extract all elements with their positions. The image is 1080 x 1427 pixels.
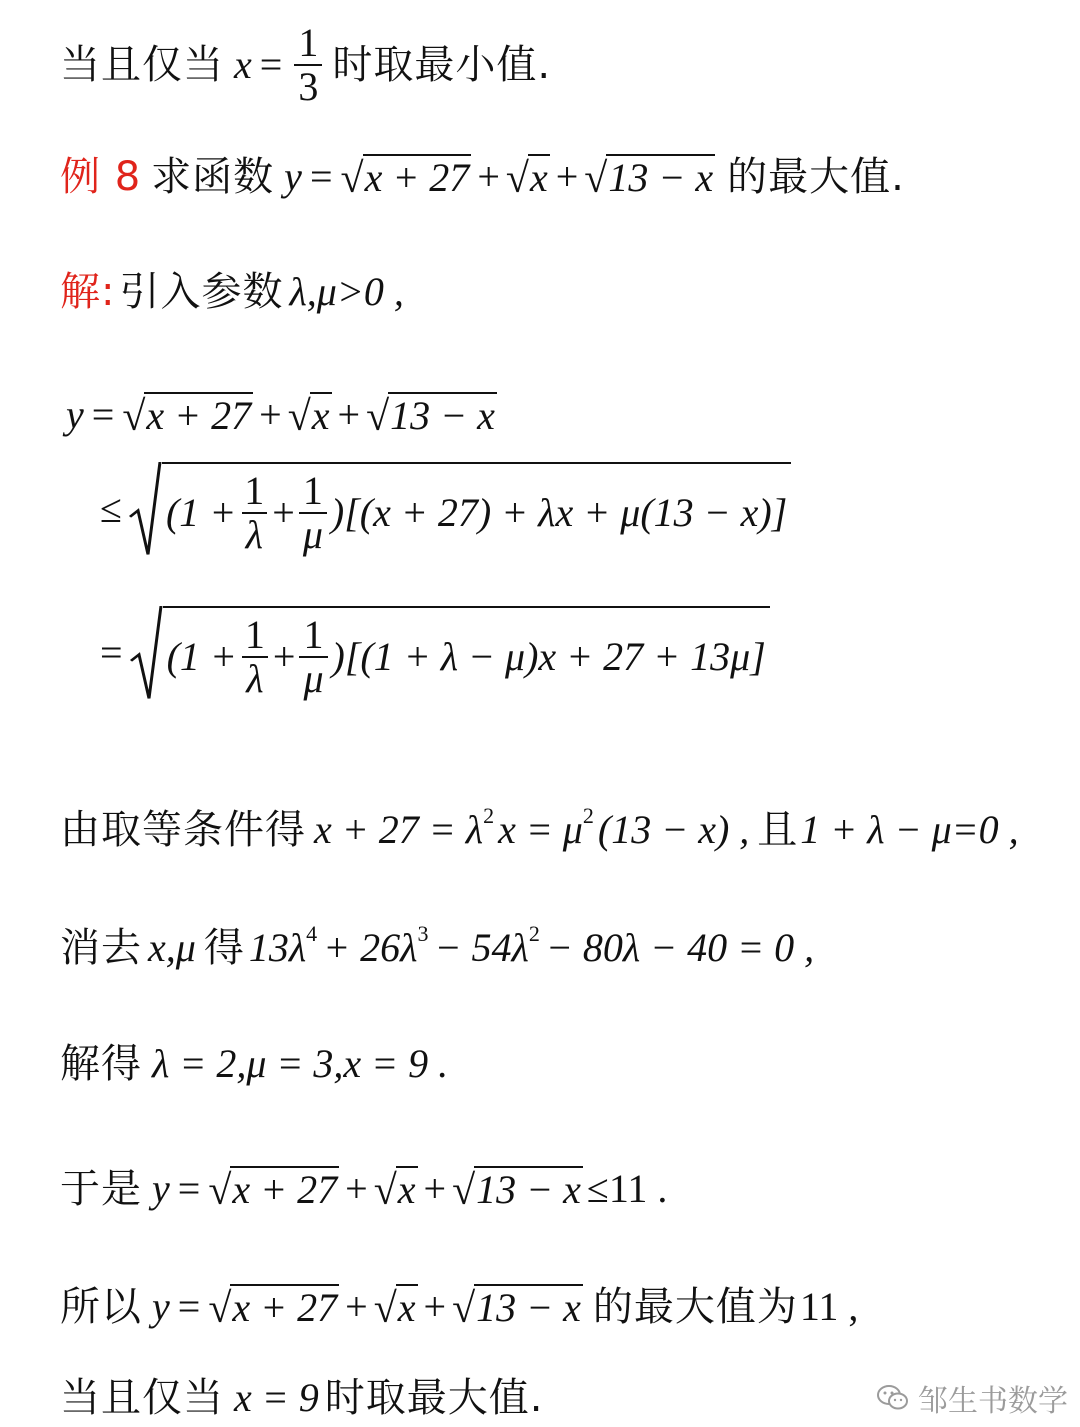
sqrt: √ x + 27	[208, 1167, 338, 1214]
sqrt: √ x	[373, 1285, 416, 1332]
sqrt: √ x + 27	[122, 393, 252, 440]
equality-condition: 由取等条件得 x + 27 = λ $^2$ x = μ $^2$ (13 − x) , 且 1 + λ − μ=0 ,	[60, 803, 1019, 853]
elimination: 消去 x,μ 得 13λ $^4$ + 26λ $^3$ − 54λ $^2$ − 80λ − 40 = 0 ,	[60, 921, 815, 971]
sqrt: √ 13 − x	[452, 1285, 581, 1332]
fraction: $\frac{1}{\lambda}$	[240, 470, 268, 556]
solved-values: 解得 λ = 2,μ = 3,x = 9 .	[60, 1041, 449, 1087]
derivation-line-3: = (1 + $\frac{1}{\lambda}$ + $\frac{1}{\mu}$ )[(1 + λ − μ)x + 27 + 13μ]	[100, 606, 770, 700]
derivation-line-2: ≤ (1 + $\frac{1}{\lambda}$ + $\frac{1}{\mu}$ )[(x + 27) + λx + μ(13 − x)]	[100, 462, 791, 556]
sqrt: √ 13 − x	[366, 393, 495, 440]
text: 当且仅当	[60, 42, 224, 88]
conclusion: 所以 y = √ x + 27 + √ x + √ 13 − x 的最大值为 11 ,	[60, 1284, 859, 1332]
sqrt: √ x	[287, 393, 330, 440]
fraction: $\frac{1}{\mu}$	[299, 614, 327, 700]
sqrt: √ x	[373, 1167, 416, 1214]
sqrt: √ 13 − x	[584, 155, 714, 202]
fraction: $\frac{1}{\mu}$	[299, 470, 327, 556]
big-sqrt: (1 + $\frac{1}{\lambda}$ + $\frac{1}{\mu}$ )[(x + 27) + λx + μ(13 − x)]	[128, 462, 791, 556]
max-condition: 当且仅当 x = 9 时取最大值.	[60, 1375, 544, 1421]
watermark-text: 邹生书数学	[918, 1384, 1068, 1419]
derivation-line-1: y = √ x + 27 + √ x + √ 13 − x	[66, 392, 495, 440]
example-label: 例 8	[60, 154, 142, 200]
example-8: 例 8 求函数 y = √ x + 27 + √ x + √ 13 − x 的最大值.	[60, 154, 905, 202]
inequality-result: 于是 y = √ x + 27 + √ x + √ 13 − x ≤11 .	[60, 1166, 668, 1214]
sqrt: √ x + 27	[340, 155, 470, 202]
fraction: $\frac{1}{3}$	[294, 22, 322, 108]
sqrt: √ x	[505, 155, 548, 202]
sqrt: √ x + 27	[208, 1285, 338, 1332]
line-min-condition: 当且仅当 x = $\frac{1}{3}$ 时取最小值.	[60, 20, 552, 109]
fraction: $\frac{1}{\lambda}$	[241, 614, 269, 700]
solution-label: 解:	[60, 269, 116, 315]
wechat-icon	[876, 1383, 910, 1413]
solution-intro: 解: 引入参数 λ,μ>0 ,	[60, 269, 404, 315]
big-sqrt: (1 + $\frac{1}{\lambda}$ + $\frac{1}{\mu}$ )[(1 + λ − μ)x + 27 + 13μ]	[129, 606, 770, 700]
sqrt: √ 13 − x	[452, 1167, 581, 1214]
watermark	[876, 1376, 1068, 1420]
